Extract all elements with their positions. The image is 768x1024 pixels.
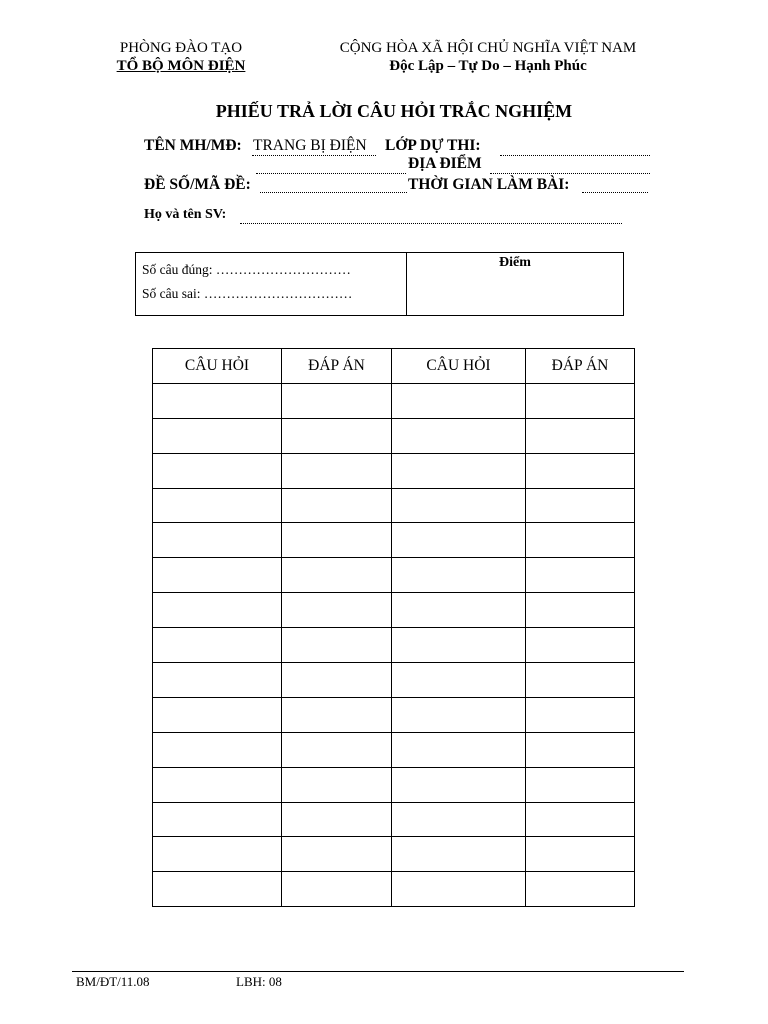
answer-cell[interactable] (526, 628, 635, 663)
page-title: PHIẾU TRẢ LỜI CÂU HỎI TRẮC NGHIỆM (215, 101, 573, 121)
question-cell[interactable] (153, 732, 282, 767)
answer-cell[interactable] (526, 837, 635, 872)
answer-cell[interactable] (282, 383, 392, 418)
question-cell[interactable] (392, 697, 526, 732)
score-label: Điểm (499, 255, 531, 270)
location-label: ĐỊA ĐIỂM (408, 155, 482, 172)
question-cell[interactable] (153, 418, 282, 453)
answer-cell[interactable] (282, 872, 392, 907)
answer-cell[interactable] (282, 767, 392, 802)
table-row (153, 872, 635, 907)
question-column-header: CÂU HỎI (392, 349, 526, 384)
exam-code-label: ĐỀ SỐ/MÃ ĐỀ: (144, 176, 251, 193)
question-cell[interactable] (153, 383, 282, 418)
question-cell[interactable] (153, 628, 282, 663)
class-field[interactable] (500, 155, 650, 156)
revision-number: LBH: 08 (236, 974, 282, 989)
answer-table (152, 348, 635, 907)
table-row (153, 663, 635, 698)
question-cell[interactable] (392, 523, 526, 558)
question-cell[interactable] (392, 453, 526, 488)
question-cell[interactable] (392, 418, 526, 453)
table-row (153, 418, 635, 453)
correct-count-field[interactable]: Số câu đúng: ………………………… (142, 262, 351, 277)
question-cell[interactable] (392, 628, 526, 663)
question-cell[interactable] (392, 593, 526, 628)
answer-cell[interactable] (282, 802, 392, 837)
answer-column-header: ĐÁP ÁN (282, 349, 392, 384)
answer-cell[interactable] (526, 872, 635, 907)
question-cell[interactable] (392, 767, 526, 802)
question-cell[interactable] (153, 523, 282, 558)
answer-cell[interactable] (526, 697, 635, 732)
subject-continuation-line[interactable] (256, 173, 406, 174)
answer-cell[interactable] (526, 488, 635, 523)
question-column-header: CÂU HỎI (153, 349, 282, 384)
class-label: LỚP DỰ THI: (385, 137, 481, 154)
answer-cell[interactable] (282, 697, 392, 732)
table-row (153, 802, 635, 837)
answer-cell[interactable] (282, 732, 392, 767)
score-box (135, 252, 624, 316)
table-row (153, 628, 635, 663)
answer-cell[interactable] (526, 383, 635, 418)
answer-cell[interactable] (282, 837, 392, 872)
table-row (153, 453, 635, 488)
student-name-label: Họ và tên SV: (144, 207, 227, 222)
answer-cell[interactable] (526, 523, 635, 558)
table-row (153, 767, 635, 802)
answer-cell[interactable] (282, 593, 392, 628)
table-row (153, 593, 635, 628)
form-code: BM/ĐT/11.08 (76, 974, 150, 989)
question-cell[interactable] (153, 767, 282, 802)
footer-rule (72, 971, 684, 972)
country-name: CỘNG HÒA XÃ HỘI CHỦ NGHĨA VIỆT NAM (339, 40, 637, 56)
question-cell[interactable] (153, 697, 282, 732)
country-motto: Độc Lập – Tự Do – Hạnh Phúc (389, 58, 587, 74)
student-name-field[interactable] (240, 223, 622, 224)
answer-cell[interactable] (526, 767, 635, 802)
question-cell[interactable] (153, 593, 282, 628)
question-cell[interactable] (153, 453, 282, 488)
duration-field[interactable] (582, 192, 648, 193)
question-cell[interactable] (392, 732, 526, 767)
answer-cell[interactable] (526, 558, 635, 593)
table-row (153, 558, 635, 593)
table-row (153, 697, 635, 732)
answer-cell[interactable] (282, 418, 392, 453)
answer-cell[interactable] (526, 732, 635, 767)
answer-cell[interactable] (282, 628, 392, 663)
question-cell[interactable] (392, 872, 526, 907)
question-cell[interactable] (153, 837, 282, 872)
question-cell[interactable] (392, 558, 526, 593)
answer-column-header: ĐÁP ÁN (526, 349, 635, 384)
table-row (153, 383, 635, 418)
duration-label: THỜI GIAN LÀM BÀI: (408, 176, 570, 193)
org-name: PHÒNG ĐÀO TẠO (119, 40, 243, 56)
answer-cell[interactable] (282, 453, 392, 488)
table-row (153, 523, 635, 558)
table-row (153, 732, 635, 767)
answer-cell[interactable] (526, 418, 635, 453)
question-cell[interactable] (153, 558, 282, 593)
department-name: TỔ BỘ MÔN ĐIỆN (116, 58, 246, 74)
question-cell[interactable] (153, 488, 282, 523)
table-row (153, 488, 635, 523)
question-cell[interactable] (153, 802, 282, 837)
answer-cell[interactable] (526, 593, 635, 628)
answer-cell[interactable] (282, 558, 392, 593)
question-cell[interactable] (392, 663, 526, 698)
question-cell[interactable] (392, 488, 526, 523)
subject-label: TÊN MH/MĐ: (144, 137, 242, 154)
exam-code-field[interactable] (260, 192, 407, 193)
subject-value[interactable]: TRANG BỊ ĐIỆN (253, 137, 367, 154)
question-cell[interactable] (153, 663, 282, 698)
question-cell[interactable] (153, 872, 282, 907)
answer-cell[interactable] (526, 663, 635, 698)
question-cell[interactable] (392, 802, 526, 837)
answer-cell[interactable] (282, 488, 392, 523)
question-cell[interactable] (392, 383, 526, 418)
question-cell[interactable] (392, 837, 526, 872)
subject-line (252, 155, 376, 156)
answer-cell[interactable] (282, 663, 392, 698)
answer-table-header (153, 349, 635, 384)
wrong-count-field[interactable]: Số câu sai: …………………………… (142, 286, 353, 301)
answer-cell[interactable] (282, 523, 392, 558)
answer-cell[interactable] (526, 802, 635, 837)
location-field[interactable] (490, 173, 650, 174)
answer-cell[interactable] (526, 453, 635, 488)
table-row (153, 837, 635, 872)
